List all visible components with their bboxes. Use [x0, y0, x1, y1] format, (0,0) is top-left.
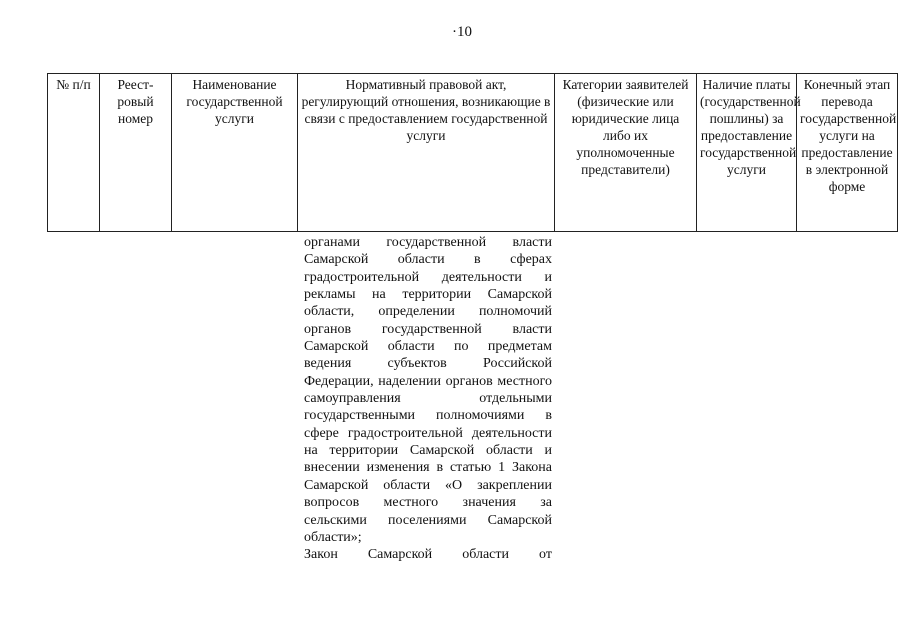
- services-table-header: [47, 73, 898, 232]
- last-line-word: от: [539, 547, 552, 563]
- col-header-fee: Наличие платы (государственной пошлины) за предоставление государственной услуги: [697, 74, 797, 232]
- last-line-word: Самарской: [367, 547, 433, 563]
- continuation-last-line: [304, 546, 552, 563]
- col-header-legal-act: Нормативный правовой акт, регулирующий отношения, возникающие в связи с предоставлением государственной услуги: [298, 74, 555, 232]
- legal-act-continuation: [304, 234, 552, 564]
- col-header-registry-number: Реест-ровый номер: [100, 74, 172, 232]
- col-header-service-name: Наименование государственной услуги: [172, 74, 298, 232]
- last-line-word: области: [462, 547, 510, 563]
- col-header-electronic-stage: Конечный этап перевода государственной услуги на предоставление в электронной форме: [797, 74, 898, 232]
- continuation-paragraph: органами государственной власти Самарской области в сферах градостроительной деятельности и рекламы на территории Самарской области, определении полномочий органов государственной власти Самарской области по предметам ведения субъектов Российской Федерации, наделении органов местного самоуправления отдельными государственными полномочиями в сфере градостроительной деятельности на территории Самарской области и внесении изменения в статью 1 Закона Самарской области «О закреплении вопросов местного значения за сельскими поселениями Самарской области»;: [304, 235, 552, 545]
- col-header-number: № п/п: [48, 74, 100, 232]
- page-number: ·10: [452, 24, 472, 40]
- col-header-applicant-categories: Категории заявителей (физические или юридические лица либо их уполномоченные представители): [555, 74, 697, 232]
- last-line-word: Закон: [304, 547, 338, 563]
